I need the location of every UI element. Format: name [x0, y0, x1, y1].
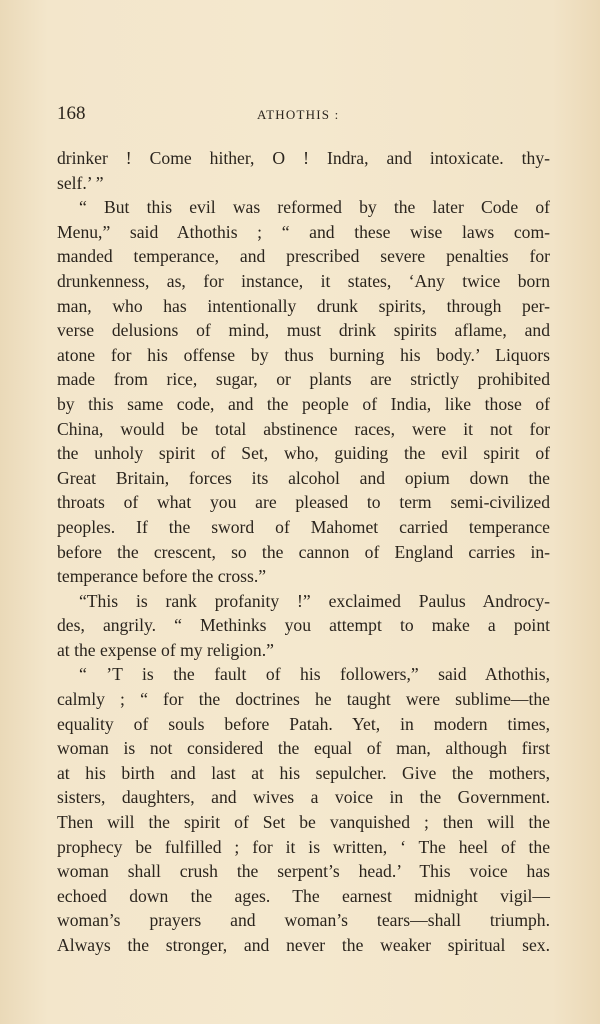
text-line: China, would be total abstinence races, were it not for [57, 418, 550, 439]
text-line: Menu,” said Athothis ; “ and these wise laws com- [57, 221, 550, 242]
text-line: echoed down the ages. The earnest midnight vigil— [57, 885, 550, 906]
text-line: before the crescent, so the cannon of England carries in- [57, 541, 550, 562]
text-line: atone for his offense by thus burning his body.’ Liquors [57, 344, 550, 365]
running-head [57, 104, 549, 128]
text-line: made from rice, sugar, or plants are strictly prohibited [57, 369, 550, 390]
text-line: “This is rank profanity !” exclaimed Paulus Androcy- [79, 590, 550, 611]
text-line: verse delusions of mind, must drink spirits aflame, and [57, 320, 550, 341]
text-line: at his birth and last at his sepulcher. Give the mothers, [57, 762, 550, 783]
text-line: self.’ ” [57, 172, 104, 193]
text-line: woman’s prayers and woman’s tears—shall triumph. [57, 910, 550, 931]
text-line: prophecy be fulfilled ; for it is written, ‘ The heel of the [57, 836, 550, 857]
text-line: by this same code, and the people of India, like those of [57, 393, 550, 414]
text-line: Great Britain, forces its alcohol and opium down the [57, 467, 550, 488]
text-line: manded temperance, and prescribed severe penalties for [57, 246, 550, 267]
text-line: sisters, daughters, and wives a voice in the Government. [57, 787, 550, 808]
text-line: drunkenness, as, for instance, it states, ‘Any twice born [57, 270, 550, 291]
text-line: des, angrily. “ Methinks you attempt to make a point [57, 615, 550, 636]
text-line: woman shall crush the serpent’s head.’ This voice has [57, 861, 550, 882]
text-line: at the expense of my religion.” [57, 639, 274, 660]
text-line: Always the stronger, and never the weaker spiritual sex. [57, 935, 550, 955]
text-line: equality of souls before Patah. Yet, in modern times, [57, 713, 550, 734]
text-line: peoples. If the sword of Mahomet carried temperance [57, 516, 550, 537]
text-line: man, who has intentionally drunk spirits, through per- [57, 295, 550, 316]
page-number: 168 [57, 103, 86, 124]
text-line: temperance before the cross.” [57, 566, 267, 587]
text-line: throats of what you are pleased to term semi-civilized [57, 492, 550, 513]
text-line: drinker ! Come hither, O ! Indra, and intoxicate. thy- [57, 148, 550, 168]
text-line: “ ’T is the fault of his followers,” said Athothis, [79, 664, 550, 685]
text-line: calmly ; “ for the doctrines he taught were sublime—the [57, 689, 550, 710]
text-line: woman is not considered the equal of man, although first [57, 738, 550, 759]
text-line: Then will the spirit of Set be vanquished ; then will the [57, 812, 550, 833]
text-line: “ But this evil was reformed by the later Code of [79, 197, 550, 218]
running-title: ATHOTHIS : [257, 107, 340, 122]
text-line: the unholy spirit of Set, who, guiding the evil spirit of [57, 443, 550, 464]
body-text [57, 146, 550, 958]
